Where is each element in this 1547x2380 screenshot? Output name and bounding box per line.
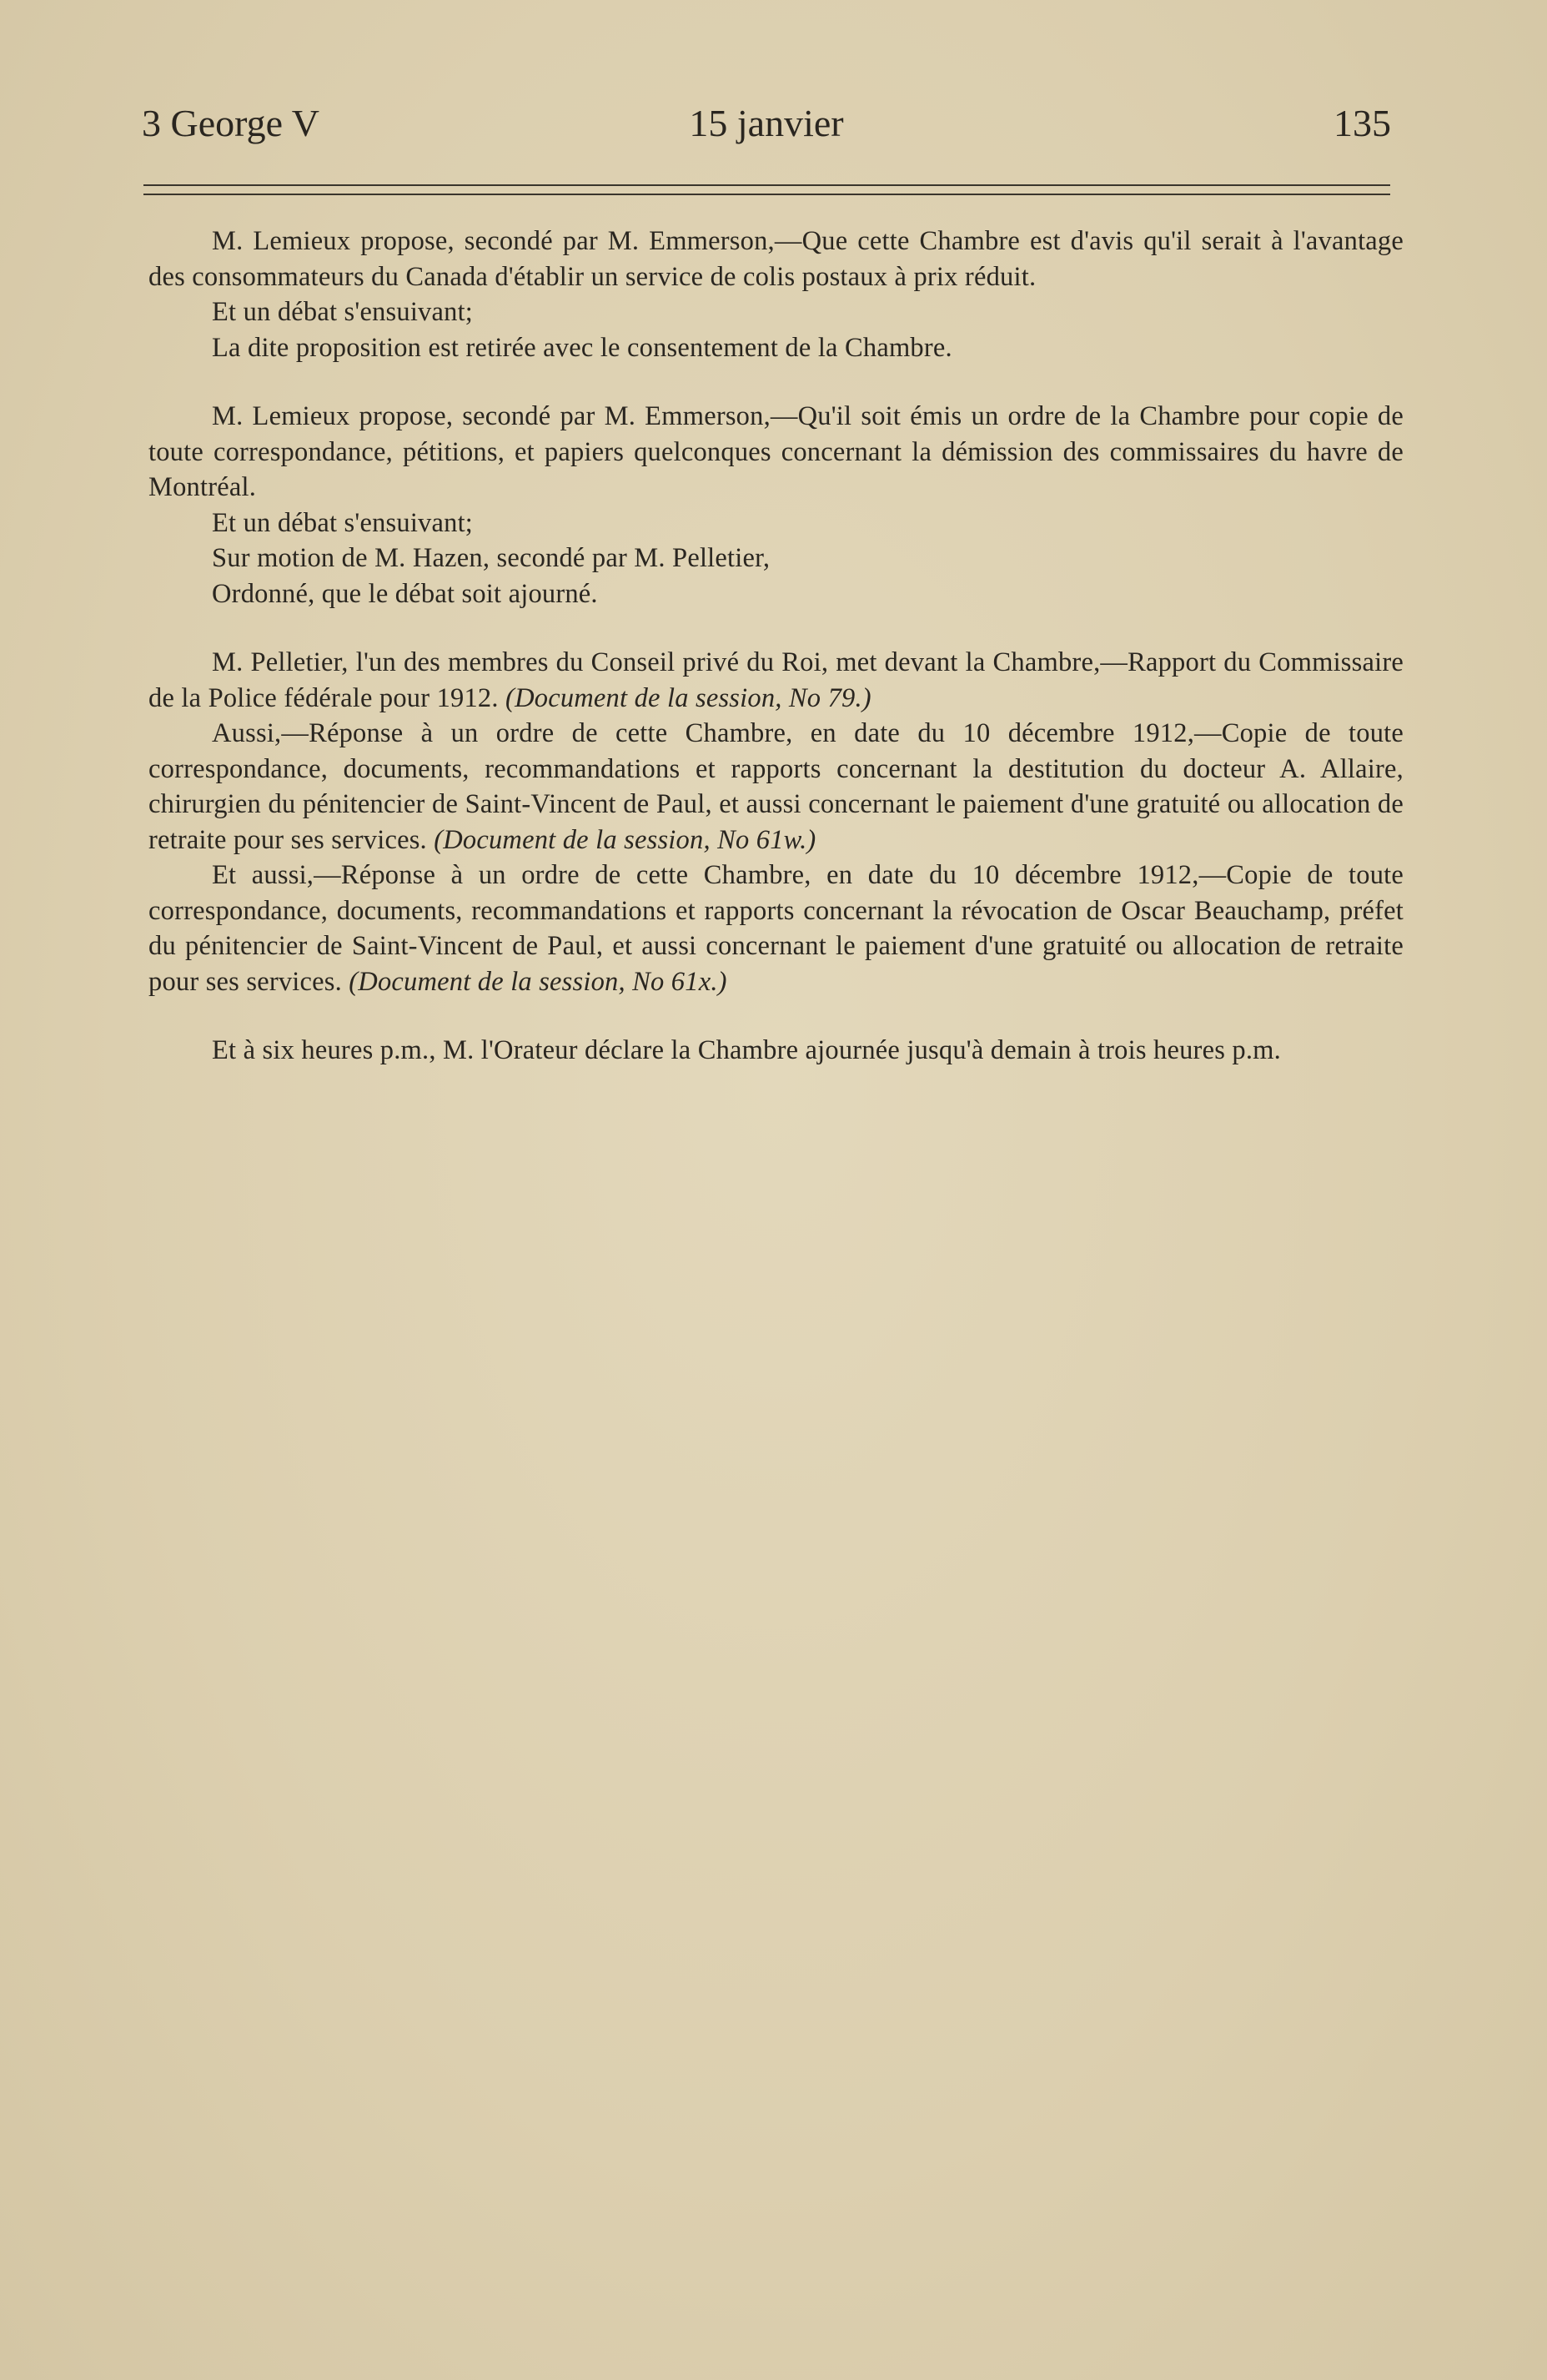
header-rule-bottom: [143, 194, 1390, 195]
paragraph-debat-1: Et un débat s'ensuivant;: [212, 297, 474, 327]
document-reference: (Document de la session, No 79.): [505, 682, 871, 713]
paragraph-ajournement: Et à six heures p.m., M. l'Orateur déclare la Chambre ajournée jusqu'à demain à trois heures p.m.: [212, 1035, 1281, 1065]
paragraph-motion-hazen: Sur motion de M. Hazen, secondé par M. Pelletier,: [212, 543, 771, 573]
paragraph-motion-colis: M. Lemieux propose, secondé par M. Emmerson,—Que cette Chambre est d'avis qu'il serait à l'avantage des consommateurs du Canada d'établir un service de colis postaux à prix réduit.: [148, 226, 1404, 292]
paragraph-rapport-police: M. Pelletier, l'un des membres du Conseil privé du Roi, met devant la Chambre,—Rapport du Commissaire de la Police fédérale pour 1912. (Document de la session, No 79.): [148, 647, 1404, 713]
paragraph-reponse-allaire: Aussi,—Réponse à un ordre de cette Chambre, en date du 10 décembre 1912,—Copie de toute correspondance, documents, recommandations et rapports concernant la destitution du docteur A. Allaire, chirurgien du pénitencier de Saint-Vincent de Paul, et aussi concernant le paiement d'une gratuité ou allocation de retraite pour ses services. (Document de la session, No 61w.): [148, 718, 1404, 855]
journal-body: [148, 224, 1404, 1069]
document-reference: (Document de la session, No 61x.): [349, 966, 727, 997]
paragraph-motion-havre: M. Lemieux propose, secondé par M. Emmerson,—Qu'il soit émis un ordre de la Chambre pour copie de toute correspondance, pétitions, et papiers quelconques concernant la démission des commissaires du havre de Montréal.: [148, 401, 1404, 502]
header-session: 3 George V: [142, 102, 319, 144]
paragraph-ordonne: Ordonné, que le débat soit ajourné.: [212, 578, 598, 609]
header-date: 15 janvier: [689, 102, 844, 144]
page-header: [142, 98, 1391, 148]
paragraph-retiree: La dite proposition est retirée avec le consentement de la Chambre.: [212, 332, 952, 363]
header-rule-top: [143, 184, 1390, 186]
document-reference: (Document de la session, No 61w.): [434, 824, 816, 855]
paragraph-debat-2: Et un débat s'ensuivant;: [212, 507, 474, 538]
page-number: 135: [1334, 102, 1391, 144]
paragraph-reponse-beauchamp: Et aussi,—Réponse à un ordre de cette Chambre, en date du 10 décembre 1912,—Copie de toute correspondance, documents, recommandations et rapports concernant la révocation de Oscar Beauchamp, préfet du pénitencier de Saint-Vincent de Paul, et aussi concernant le paiement d'une gratuité ou allocation de retraite pour ses services. (Document de la session, No 61x.): [148, 860, 1404, 997]
